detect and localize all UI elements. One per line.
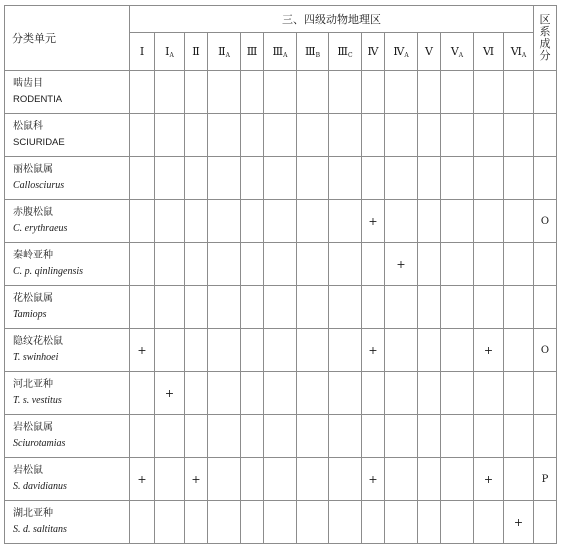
distribution-cell [418,501,441,544]
zone-column-header [441,33,474,71]
distribution-cell [329,415,362,458]
distribution-cell [385,501,418,544]
zone-label: Ⅰ [165,44,170,58]
distribution-cell [130,372,155,415]
table-row [5,329,557,372]
distribution-cell [418,157,441,200]
distribution-cell [385,329,418,372]
taxon-latin-name: C. erythraeus [13,223,68,234]
table-row [5,114,557,157]
distribution-cell: + [362,329,385,372]
taxon-chinese-name: 湖北亚种 [13,508,53,519]
distribution-cell [297,415,329,458]
faunal-component-cell [534,243,557,286]
distribution-cell [441,200,474,243]
zone-label: Ⅲ [272,44,284,58]
zone-sublabel: A [404,51,409,59]
distribution-cell [385,114,418,157]
distribution-cell [504,157,534,200]
taxon-latin-name: S. davidianus [13,481,67,492]
distribution-cell [441,329,474,372]
table-row [5,157,557,200]
distribution-cell: + [474,458,504,501]
taxon-chinese-name: 松鼠科 [13,121,43,132]
taxon-latin-name: T. swinhoei [13,352,59,363]
zone-sublabel: A [521,51,527,59]
zone-column-header [185,33,208,71]
distribution-cell [130,501,155,544]
distribution-cell [418,71,441,114]
zone-sublabel: A [169,51,174,59]
taxon-name-cell [5,157,130,200]
distribution-cell [385,286,418,329]
distribution-cell [155,114,185,157]
distribution-cell: + [130,458,155,501]
distribution-cell [418,114,441,157]
distribution-cell [385,372,418,415]
distribution-cell [329,157,362,200]
distribution-cell [362,372,385,415]
zoogeographic-region-header: 三、四级动物地理区 [130,6,534,33]
zone-sublabel: C [348,51,353,59]
distribution-cell [297,71,329,114]
distribution-cell [155,243,185,286]
distribution-cell [241,200,264,243]
distribution-cell [155,415,185,458]
taxon-name-cell [5,501,130,544]
distribution-cell [329,114,362,157]
distribution-cell [329,329,362,372]
zone-column-header [297,33,329,71]
distribution-cell: + [130,329,155,372]
distribution-cell [208,415,241,458]
taxon-name-cell [5,415,130,458]
distribution-cell [297,200,329,243]
distribution-cell [329,372,362,415]
distribution-cell [474,243,504,286]
zone-label: Ⅳ [393,44,405,58]
taxon-chinese-name: 秦岭亚种 [13,250,53,261]
distribution-cell [241,286,264,329]
distribution-cell [441,114,474,157]
distribution-cell [418,243,441,286]
distribution-cell [130,200,155,243]
distribution-cell [504,71,534,114]
distribution-cell [208,458,241,501]
faunal-component-cell [534,501,557,544]
header-row-top [5,6,557,33]
distribution-cell [208,200,241,243]
distribution-cell [474,114,504,157]
distribution-cell [185,243,208,286]
zone-label: Ⅳ [367,45,379,58]
distribution-cell [297,501,329,544]
zone-label: Ⅱ [218,44,226,58]
distribution-cell [504,200,534,243]
zone-sublabel: B [315,51,321,59]
table-row [5,286,557,329]
distribution-cell [297,157,329,200]
taxon-chinese-name: 花松鼠属 [13,293,53,304]
faunal-component-cell: O [534,329,557,372]
zone-column-header [385,33,418,71]
taxon-name-cell [5,71,130,114]
distribution-cell [185,501,208,544]
distribution-cell [241,114,264,157]
distribution-cell [504,114,534,157]
distribution-cell [208,114,241,157]
distribution-cell [185,200,208,243]
taxon-chinese-name: 岩松鼠 [13,465,43,476]
distribution-cell [504,458,534,501]
taxon-name-cell [5,329,130,372]
distribution-cell [208,329,241,372]
distribution-cell: + [362,200,385,243]
taxon-chinese-name: 岩松鼠属 [13,422,53,433]
distribution-cell [264,243,297,286]
distribution-cell [362,114,385,157]
distribution-cell: + [185,458,208,501]
distribution-cell [155,286,185,329]
taxon-chinese-name: 啮齿目 [13,78,43,89]
zone-column-header [329,33,362,71]
distribution-cell [329,286,362,329]
distribution-cell [385,458,418,501]
distribution-cell [297,114,329,157]
taxon-name-cell [5,243,130,286]
distribution-cell [130,71,155,114]
distribution-cell [474,286,504,329]
distribution-cell [155,71,185,114]
faunal-component-cell: O [534,200,557,243]
distribution-cell [385,157,418,200]
faunal-component-cell: P [534,458,557,501]
zone-column-header [155,33,185,71]
distribution-cell [264,329,297,372]
distribution-cell [155,501,185,544]
zone-column-header [208,33,241,71]
distribution-cell [329,243,362,286]
distribution-cell [155,458,185,501]
distribution-cell [474,415,504,458]
distribution-cell [155,200,185,243]
taxon-latin-name: T. s. vestitus [13,395,62,406]
distribution-cell [130,286,155,329]
zone-sublabel: A [458,51,464,59]
taxon-latin-name: Tamiops [13,309,47,320]
distribution-cell [385,200,418,243]
distribution-cell [155,329,185,372]
zone-label: Ⅱ [192,45,200,58]
distribution-cell [504,286,534,329]
distribution-cell [208,372,241,415]
distribution-cell [362,415,385,458]
distribution-cell [208,157,241,200]
distribution-cell [185,372,208,415]
taxon-latin-name: Sciurotamias [13,438,66,449]
distribution-cell [297,372,329,415]
taxon-name-cell [5,458,130,501]
distribution-cell [362,286,385,329]
faunal-component-cell [534,157,557,200]
distribution-cell: + [474,329,504,372]
distribution-cell: + [155,372,185,415]
zone-label: Ⅲ [246,45,258,58]
taxon-chinese-name: 隐纹花松鼠 [13,336,63,347]
distribution-cell: + [362,458,385,501]
table-row [5,243,557,286]
distribution-cell [385,415,418,458]
zone-label: Ⅵ [482,45,495,58]
taxon-chinese-name: 赤腹松鼠 [13,207,53,218]
faunal-component-cell [534,114,557,157]
distribution-cell [441,243,474,286]
zone-label: Ⅴ [450,44,459,58]
distribution-cell: + [385,243,418,286]
table-row [5,71,557,114]
taxon-latin-name: SCIURIDAE [13,137,65,148]
distribution-cell [418,200,441,243]
table-row [5,501,557,544]
zone-column-header [130,33,155,71]
zone-column-header [418,33,441,71]
distribution-cell [241,329,264,372]
taxon-latin-name: S. d. saltitans [13,524,67,535]
table-row [5,415,557,458]
distribution-cell [329,501,362,544]
distribution-cell [185,329,208,372]
taxon-name-cell [5,200,130,243]
distribution-cell [208,501,241,544]
zone-label: Ⅰ [139,45,145,58]
zone-label: Ⅴ [425,45,433,58]
distribution-cell [241,243,264,286]
table-row [5,372,557,415]
distribution-cell [264,372,297,415]
distribution-cell [474,372,504,415]
distribution-cell [441,372,474,415]
distribution-cell [474,200,504,243]
zone-column-header [264,33,297,71]
distribution-cell [329,458,362,501]
zone-label: Ⅲ [337,44,348,58]
distribution-cell [329,200,362,243]
distribution-cell [130,157,155,200]
zone-column-header [474,33,504,71]
distribution-cell [264,157,297,200]
distribution-cell [297,243,329,286]
distribution-cell [362,71,385,114]
table-body [5,71,557,544]
distribution-cell [504,329,534,372]
distribution-cell [441,157,474,200]
distribution-cell [474,157,504,200]
distribution-cell [185,71,208,114]
distribution-cell [441,71,474,114]
distribution-cell [185,286,208,329]
distribution-cell [130,415,155,458]
faunal-component-cell [534,71,557,114]
distribution-cell [264,415,297,458]
faunal-component-header: 区 系 成 分 [534,6,557,71]
distribution-cell [441,501,474,544]
distribution-cell [155,157,185,200]
distribution-cell [362,157,385,200]
distribution-cell [264,501,297,544]
zone-sublabel: A [283,51,288,59]
table-row [5,200,557,243]
distribution-cell [130,114,155,157]
distribution-cell [474,71,504,114]
zone-sublabel: A [225,51,230,59]
distribution-cell [241,458,264,501]
distribution-cell [504,372,534,415]
distribution-cell [329,71,362,114]
distribution-cell [418,286,441,329]
faunal-component-cell [534,415,557,458]
distribution-cell [208,71,241,114]
distribution-cell [418,458,441,501]
distribution-cell [504,243,534,286]
distribution-cell [474,501,504,544]
distribution-cell [264,200,297,243]
distribution-cell [362,501,385,544]
fauna-distribution-table [4,5,557,544]
distribution-cell [385,71,418,114]
distribution-cell [297,286,329,329]
distribution-cell [208,286,241,329]
taxon-latin-name: RODENTIA [13,94,63,105]
distribution-cell [241,372,264,415]
distribution-cell [185,415,208,458]
distribution-cell [297,458,329,501]
distribution-cell [185,114,208,157]
table-row [5,458,557,501]
distribution-cell [264,458,297,501]
zone-label: Ⅲ [304,44,316,58]
taxon-chinese-name: 丽松鼠属 [13,164,53,175]
distribution-cell [264,71,297,114]
distribution-cell [264,114,297,157]
taxon-name-cell [5,286,130,329]
distribution-cell [241,415,264,458]
taxon-chinese-name: 河北亚种 [13,379,53,390]
taxon-name-cell [5,372,130,415]
taxon-latin-name: Callosciurus [13,180,65,191]
distribution-cell [130,243,155,286]
distribution-cell [241,157,264,200]
distribution-cell [504,415,534,458]
distribution-cell [418,329,441,372]
distribution-cell [241,71,264,114]
distribution-cell [185,157,208,200]
distribution-cell [241,501,264,544]
faunal-component-cell [534,372,557,415]
zone-column-header [241,33,264,71]
distribution-cell [208,243,241,286]
distribution-cell [264,286,297,329]
taxon-name-cell [5,114,130,157]
distribution-cell [441,286,474,329]
distribution-cell [362,243,385,286]
taxon-unit-header: 分类单元 [5,6,130,71]
distribution-cell [418,415,441,458]
distribution-cell [441,415,474,458]
zone-label: Ⅵ [510,44,522,58]
distribution-cell [418,372,441,415]
zone-column-header [504,33,534,71]
distribution-cell: + [504,501,534,544]
distribution-cell [297,329,329,372]
faunal-component-cell [534,286,557,329]
taxon-latin-name: C. p. qinlingensis [13,266,84,277]
distribution-cell [441,458,474,501]
zone-column-header [362,33,385,71]
